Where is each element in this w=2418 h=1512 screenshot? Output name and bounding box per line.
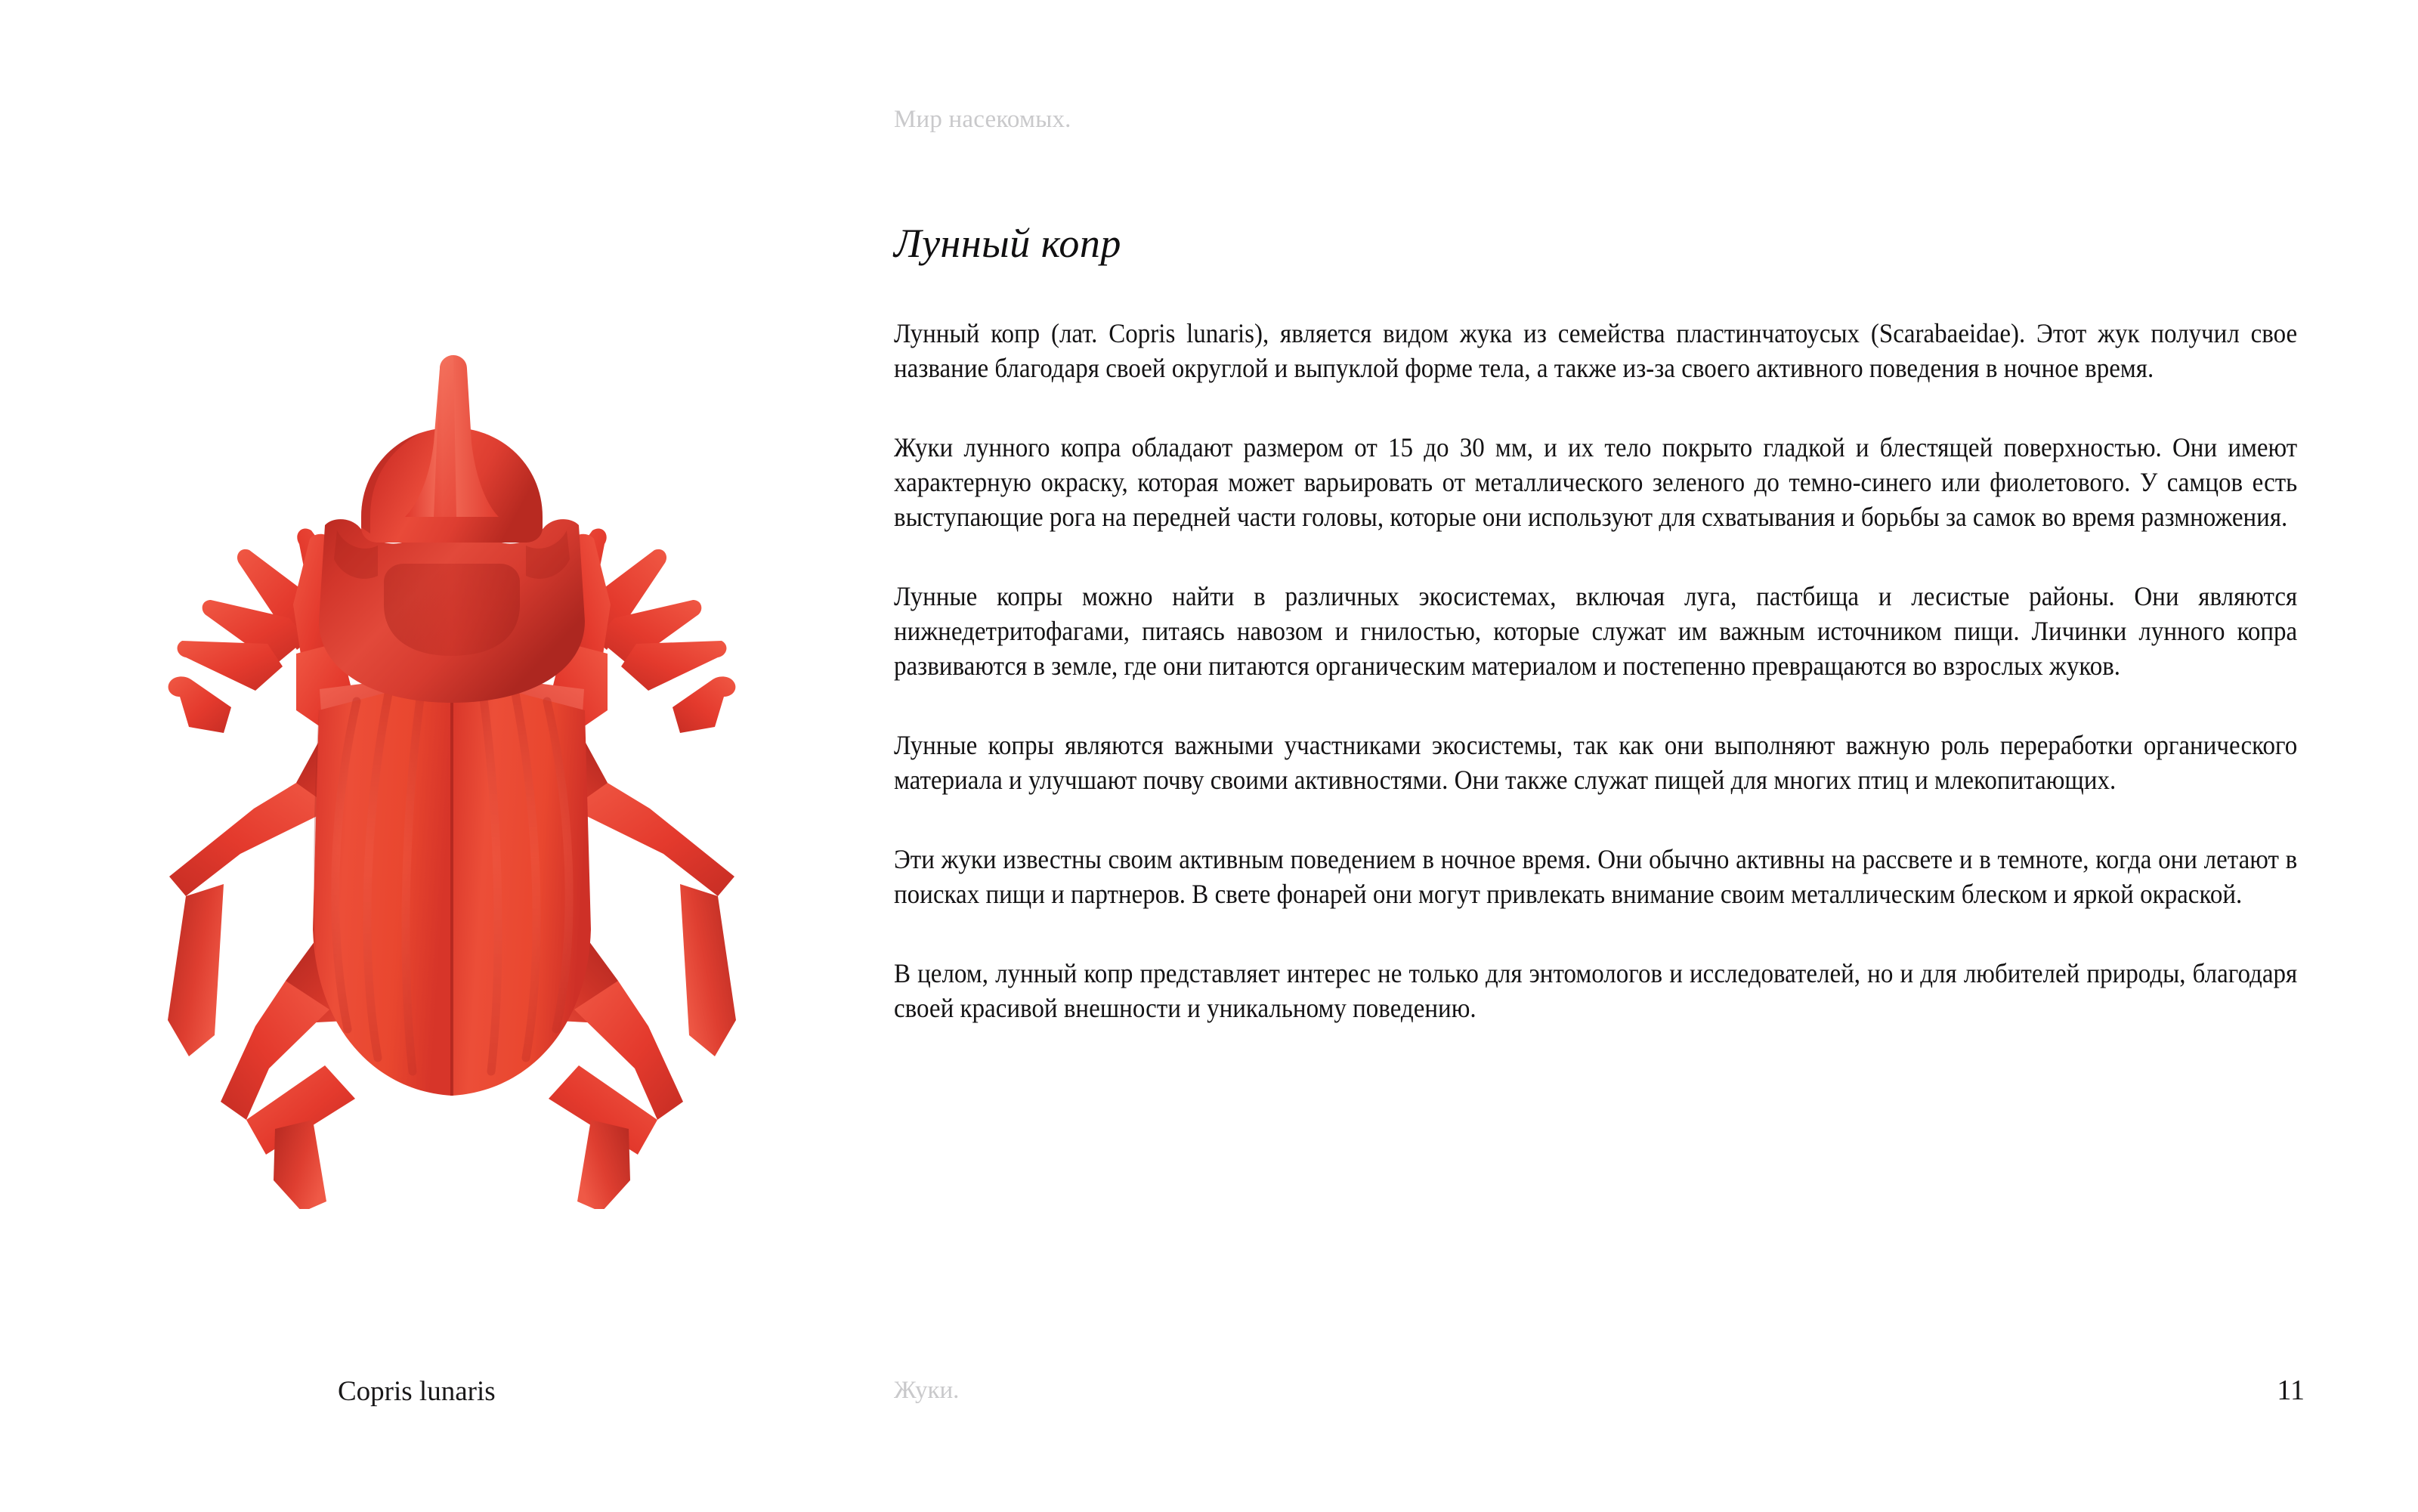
page-number: 11	[2277, 1374, 2305, 1406]
paragraph: Лунный копр (лат. Copris lunaris), является видом жука из семейства пластинчатоусых (Scarabaeidae). Этот жук получил свое название благодаря своей округлой и выпуклой форме тела, а также из-за своего активного поведения в ночное время.	[894, 318, 2298, 383]
dung-beetle-illustration	[135, 355, 769, 1209]
footer-species-name: Copris lunaris	[338, 1376, 496, 1407]
paragraph: Эти жуки известны своим активным поведением в ночное время. Они обычно активны на рассвете и в темноте, когда они летают в поисках пищи и партнеров. В свете фонарей они могут привлекать внимание своим металлическим блеском и яркой окраской.	[894, 844, 2298, 909]
paragraph: Лунные копры являются важными участниками экосистемы, так как они выполняют важную роль переработки органического материала и улучшают почву своими активностями. Они также служат пищей для многих птиц и млекопитающих.	[894, 730, 2298, 795]
paragraph: В целом, лунный копр представляет интерес не только для энтомологов и исследователей, но и для любителей природы, благодаря своей красивой внешности и уникальному поведению.	[894, 958, 2298, 1023]
page-title: Лунный копр	[894, 221, 1121, 267]
text-column	[894, 0, 2299, 1512]
pronotum	[319, 519, 585, 703]
beetle-svg	[135, 355, 769, 1209]
body-copy	[894, 316, 2297, 1025]
elytra	[313, 673, 591, 1096]
illustration-column	[0, 0, 846, 1512]
footer-section-label: Жуки.	[894, 1377, 960, 1404]
running-head: Мир насекомых.	[894, 106, 1071, 133]
paragraph: Жуки лунного копра обладают размером от 15 до 30 мм, и их тело покрыто гладкой и блестящей поверхностью. Они имеют характерную окраску, которая может варьировать от металлического зеленого до темно-синего или фиолетового. У самцов есть выступающие рога на передней части головы, которые они используют для схватывания и борьбы за самок во время размножения.	[894, 432, 2298, 532]
paragraph: Лунные копры можно найти в различных экосистемах, включая луга, пастбища и лесистые районы. Они являются нижнедетритофагами, питаясь навозом и гнилостью, которые служат им важным источником пищи. Личинки лунного копра развиваются в земле, где они питаются органическим материалом и постепенно превращаются во взрослых жуков.	[894, 581, 2298, 681]
